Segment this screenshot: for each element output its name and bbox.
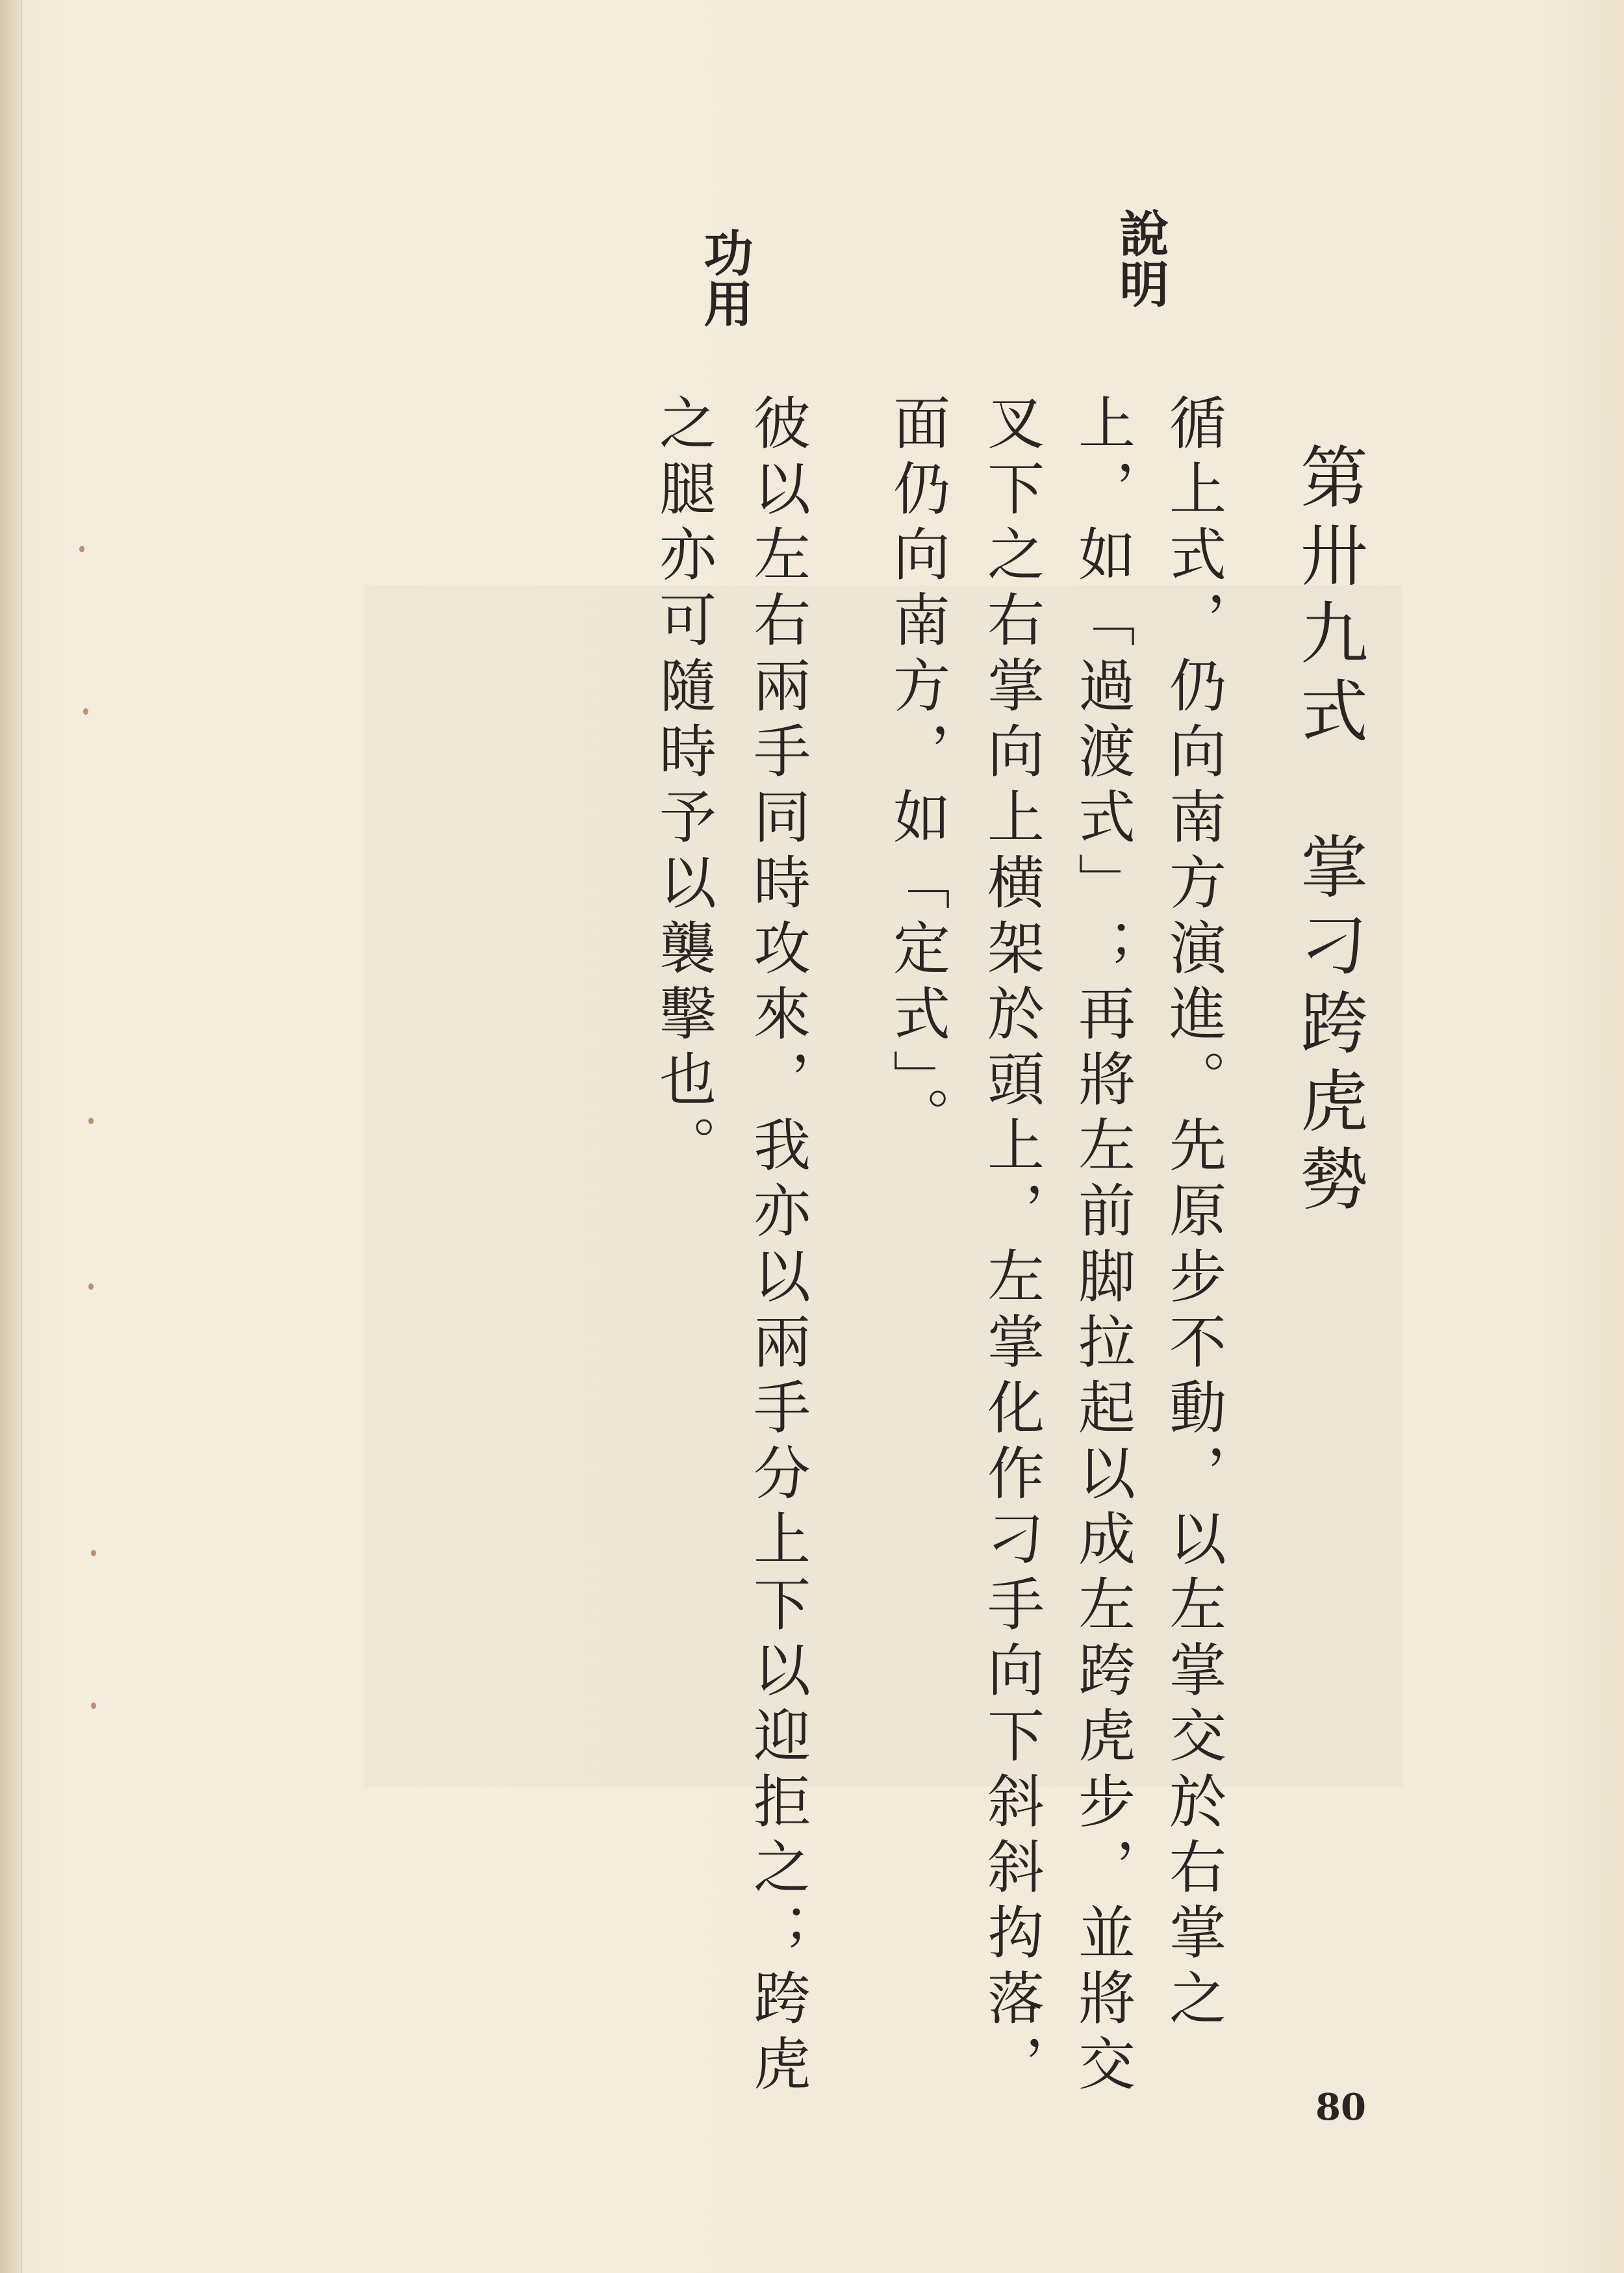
description-line: 上，如「過渡式」；再將左前脚拉起以成左跨虎步，並將交 <box>1069 393 1136 2100</box>
binding-hole <box>79 546 84 552</box>
page-title: 第卅九式 掌刁跨虎勢 <box>1289 442 1368 1222</box>
section-label-description: 說明 <box>1111 208 1169 309</box>
binding-hole <box>91 1702 96 1709</box>
description-line: 叉下之右掌向上横架於頭上，左掌化作刁手向下斜斜抅落， <box>978 393 1045 2100</box>
function-line: 之腿亦可隨時予以襲擊也。 <box>650 393 717 1181</box>
binding-hole <box>88 1283 94 1290</box>
page-left-edge <box>0 0 22 2273</box>
description-line: 面仍向南方，如「定式」。 <box>884 393 951 1152</box>
page-number: 80 <box>1315 2086 1366 2129</box>
section-label-function: 功用 <box>696 227 754 329</box>
binding-hole <box>88 1118 94 1124</box>
description-line: 循上式，仍向南方演進。先原步不動，以左掌交於右掌之 <box>1160 393 1227 2034</box>
binding-hole <box>91 1550 96 1556</box>
binding-hole <box>83 708 88 715</box>
function-line: 彼以左右兩手同時攻來，我亦以兩手分上下以迎拒之；跨虎 <box>744 393 811 2100</box>
